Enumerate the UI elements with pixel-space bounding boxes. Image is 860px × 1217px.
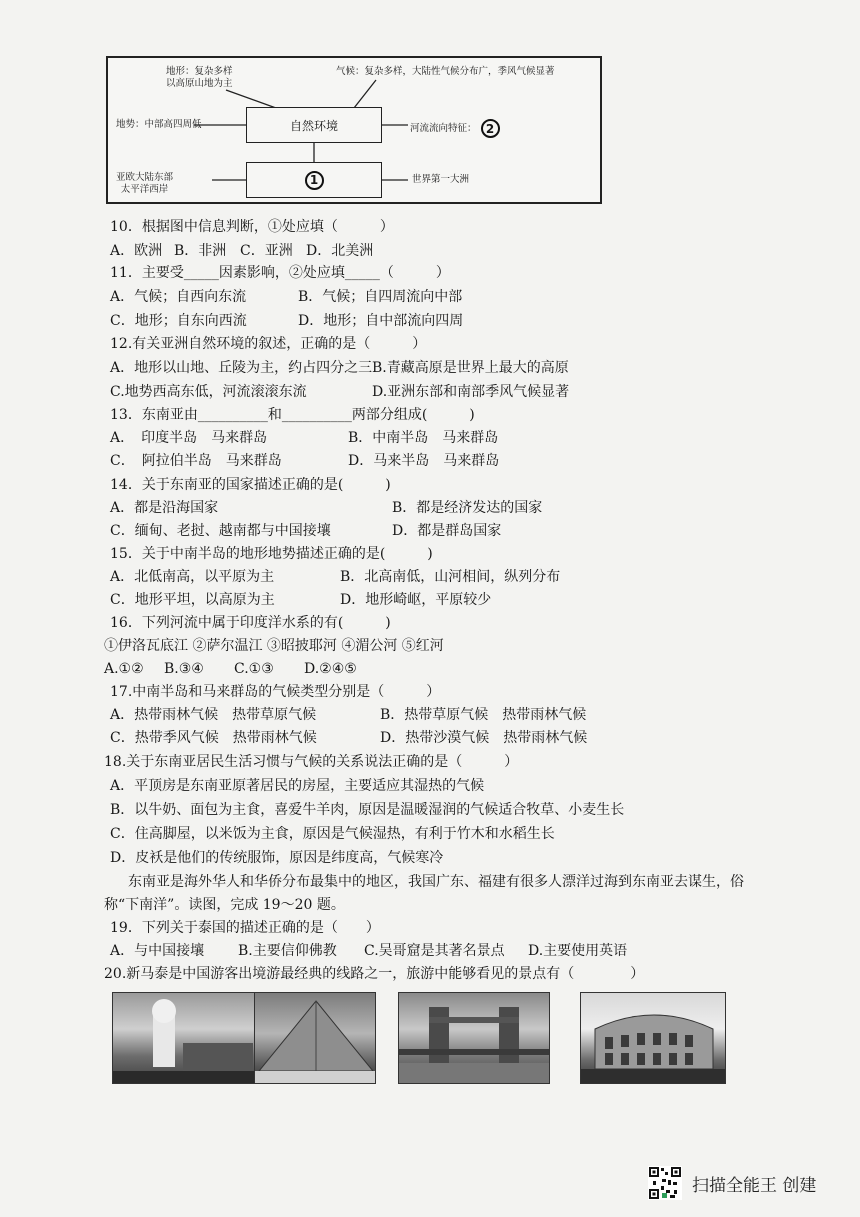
q18-option-c[interactable]: C．住高脚屋，以米饭为主食，原因是气候湿热，有利于竹木和水稻生长 — [110, 826, 555, 842]
q19-option-a[interactable]: A．与中国接壤 — [110, 943, 205, 959]
colosseum-illustration — [581, 993, 726, 1084]
q11-stem: 11．主要受_____因素影响，②处应填_____（ ） — [110, 265, 450, 281]
q13-option-d[interactable]: D．马来半岛 马来群岛 — [348, 453, 500, 469]
q15-option-d[interactable]: D．地形崎岖，平原较少 — [340, 592, 492, 608]
largest-continent-label: 世界第一大洲 — [412, 174, 470, 185]
q10-option-d[interactable]: D．北美洲 — [306, 243, 374, 259]
q16-option-a[interactable]: A.①② — [104, 661, 144, 677]
q17-option-c[interactable]: C．热带季风气候 热带雨林气候 — [110, 730, 317, 746]
tower-bridge-illustration — [399, 993, 550, 1084]
q13-option-b[interactable]: B．中南半岛 马来群岛 — [348, 430, 499, 446]
q11-option-b[interactable]: B．气候；自四周流向中部 — [298, 289, 463, 305]
location-label: 亚欧大陆东部 太平洋西岸 — [116, 172, 174, 195]
q11-option-d[interactable]: D．地形；自中部流向四周 — [298, 313, 464, 329]
q12-option-a[interactable]: A．地形以山地、丘陵为主，约占四分之三 — [110, 360, 373, 376]
q14-stem: 14．关于东南亚的国家描述正确的是( ) — [110, 477, 391, 493]
q16-option-b[interactable]: B.③④ — [164, 661, 204, 677]
q15-stem: 15．关于中南半岛的地形地势描述正确的是( ) — [110, 546, 433, 562]
natural-environment-text: 自然环境 — [289, 118, 338, 133]
scanner-watermark: 扫描全能王 创建 — [692, 1176, 817, 1196]
q16-option-c[interactable]: C.①③ — [234, 661, 274, 677]
q19-stem: 19．下列关于泰国的描述正确的是（ ） — [110, 920, 380, 936]
q14-option-a[interactable]: A．都是沿海国家 — [110, 500, 219, 516]
river-feature-label — [410, 119, 500, 138]
q20-stem: 20.新马泰是中国游客出境游最经典的线路之一，旅游中能够看见的景点有（ ） — [104, 966, 645, 982]
q16-stem: 16．下列河流中属于印度洋水系的有( ) — [110, 615, 391, 631]
merlion-illustration — [113, 993, 260, 1084]
q16-option-d[interactable]: D.②④⑤ — [304, 661, 357, 677]
q18-stem: 18.关于东南亚居民生活习惯与气候的关系说法正确的是（ ） — [104, 754, 519, 770]
climate-label: 气候：复杂多样，大陆性气候分布广，季风气候显著 — [336, 66, 555, 77]
natural-environment-box — [246, 107, 382, 143]
tower-bridge-photo[interactable] — [398, 992, 550, 1084]
q17-option-d[interactable]: D．热带沙漠气候 热带雨林气候 — [380, 730, 588, 746]
asia-environment-diagram — [106, 56, 602, 204]
q13-stem: 13．东南亚由__________和__________两部分组成( ) — [110, 407, 475, 423]
colosseum-photo[interactable] — [580, 992, 726, 1084]
passage-line-2: 称“下南洋”。读图，完成 19～20 题。 — [104, 897, 345, 913]
q15-option-c[interactable]: C．地形平坦，以高原为主 — [110, 592, 275, 608]
q17-stem: 17.中南半岛和马来群岛的气候类型分别是（ ） — [110, 684, 441, 700]
q19-option-b[interactable]: B.主要信仰佛教 — [238, 943, 337, 959]
q18-option-d[interactable]: D．皮袄是他们的传统服饰，原因是纬度高，气候寒冷 — [110, 850, 444, 866]
q10-option-b[interactable]: B．非洲 — [174, 243, 227, 259]
q10-option-c[interactable]: C．亚洲 — [240, 243, 293, 259]
q10-stem: 10．根据图中信息判断，①处应填（ ） — [110, 219, 394, 235]
q12-option-c[interactable]: C.地势西高东低，河流滚滚东流 — [110, 384, 307, 400]
q14-option-d[interactable]: D．都是群岛国家 — [392, 523, 502, 539]
q16-river-list: ①伊洛瓦底江 ②萨尔温江 ③昭披耶河 ④湄公河 ⑤红河 — [104, 638, 444, 654]
q11-option-c[interactable]: C．地形；自东向西流 — [110, 313, 247, 329]
q17-option-a[interactable]: A．热带雨林气候 热带草原气候 — [110, 707, 317, 723]
q17-option-b[interactable]: B．热带草原气候 热带雨林气候 — [380, 707, 587, 723]
q15-option-b[interactable]: B．北高南低，山河相间，纵列分布 — [340, 569, 561, 585]
q12-option-b[interactable]: B.青藏高原是世界上最大的高原 — [372, 360, 569, 376]
q18-option-a[interactable]: A．平顶房是东南亚原著居民的房屋，主要适应其湿热的气候 — [110, 778, 485, 794]
q18-option-b[interactable]: B．以牛奶、面包为主食，喜爱牛羊肉，原因是温暖湿润的气候适合牧草、小麦生长 — [110, 802, 625, 818]
q10-option-a[interactable]: A．欧洲 — [110, 243, 163, 259]
continent-blank-box — [246, 162, 382, 198]
blank-mark-1: 1 — [305, 171, 324, 190]
terrain-label: 地形：复杂多样 以高原山地为主 — [166, 66, 233, 89]
q19-option-c[interactable]: C.吴哥窟是其著名景点 — [364, 943, 505, 959]
q14-option-b[interactable]: B．都是经济发达的国家 — [392, 500, 543, 516]
slope-label: 地势：中部高四周低 — [116, 119, 202, 130]
blank-mark-2: 2 — [481, 119, 500, 138]
q13-option-c[interactable]: C． 阿拉伯半岛 马来群岛 — [110, 453, 282, 469]
q19-option-d[interactable]: D.主要使用英语 — [528, 943, 628, 959]
q15-option-a[interactable]: A．北低南高，以平原为主 — [110, 569, 275, 585]
river-feature-text: 河流流向特征： — [410, 122, 477, 134]
q12-option-d[interactable]: D.亚洲东部和南部季风气候显著 — [372, 384, 570, 400]
passage-line-1: 东南亚是海外华人和华侨分布最集中的地区，我国广东、福建有很多人漂洋过海到东南亚去谋生，俗 — [128, 874, 744, 890]
merlion-photo[interactable] — [112, 992, 260, 1084]
q14-option-c[interactable]: C．缅甸、老挝、越南都与中国接壤 — [110, 523, 331, 539]
q13-option-a[interactable]: A． 印度半岛 马来群岛 — [110, 430, 268, 446]
pyramid-illustration — [255, 993, 376, 1084]
qr-code-icon — [648, 1166, 682, 1200]
q11-option-a[interactable]: A．气候；自西向东流 — [110, 289, 247, 305]
louvre-pyramid-photo[interactable] — [254, 992, 376, 1084]
q12-stem: 12.有关亚洲自然环境的叙述，正确的是（ ） — [110, 336, 427, 352]
